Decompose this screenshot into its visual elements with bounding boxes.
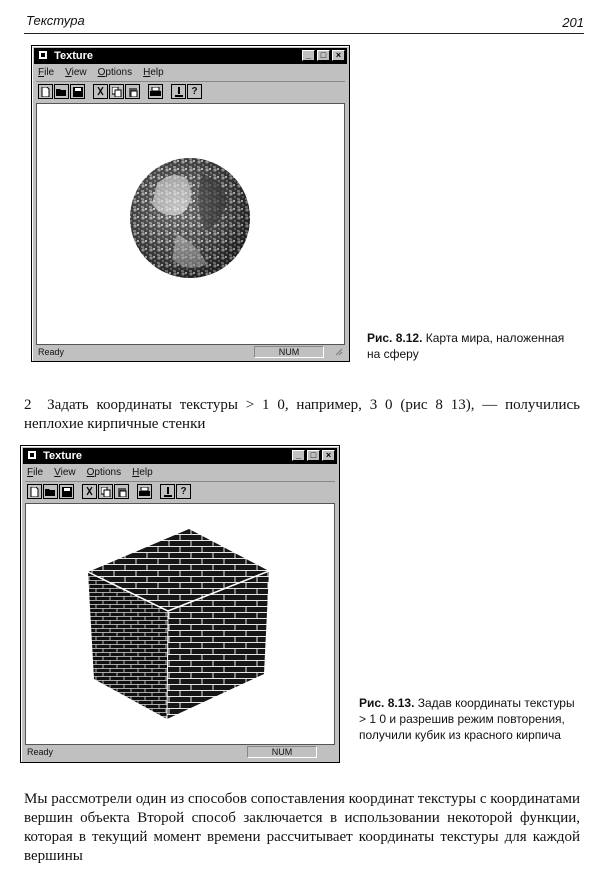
help-icon[interactable]: ? [176, 484, 191, 499]
save-icon[interactable] [59, 484, 74, 499]
about-icon[interactable] [160, 484, 175, 499]
status-bar [36, 345, 345, 359]
status-num: NUM [254, 346, 324, 358]
minimize-button[interactable]: _ [302, 50, 315, 61]
status-bar [25, 745, 335, 759]
toolbar [25, 481, 335, 501]
menu-options[interactable]: Options [86, 467, 122, 478]
paste-icon[interactable] [114, 484, 129, 499]
brick-cube [26, 504, 336, 744]
new-icon[interactable] [27, 484, 42, 499]
resize-grip-icon[interactable] [334, 347, 343, 356]
status-num: NUM [247, 746, 317, 758]
title-bar[interactable] [34, 48, 347, 64]
print-icon[interactable] [148, 84, 163, 99]
app-icon [27, 450, 37, 460]
maximize-button[interactable]: □ [307, 450, 320, 461]
menu-bar [25, 466, 153, 480]
status-ready: Ready [38, 347, 65, 357]
minimize-button[interactable]: _ [292, 450, 305, 461]
texture-window-2 [20, 445, 340, 763]
numbered-step [24, 396, 580, 434]
about-icon[interactable] [171, 84, 186, 99]
maximize-button[interactable]: □ [317, 50, 330, 61]
close-button[interactable]: × [322, 450, 335, 461]
app-icon [38, 50, 48, 60]
menu-view[interactable]: View [65, 67, 87, 78]
menu-help[interactable]: Help [132, 467, 153, 478]
new-icon[interactable] [38, 84, 53, 99]
caption-text: Карта мира, наложенная на сферу [367, 331, 565, 361]
cut-icon[interactable] [82, 484, 97, 499]
save-icon[interactable] [70, 84, 85, 99]
open-icon[interactable] [43, 484, 58, 499]
menu-help[interactable]: Help [143, 67, 164, 78]
menu-file[interactable]: File [27, 467, 44, 478]
status-ready: Ready [27, 747, 54, 757]
copy-icon[interactable] [98, 484, 113, 499]
close-button[interactable]: × [332, 50, 345, 61]
render-area[interactable] [36, 103, 345, 345]
step-number: 2 [24, 397, 32, 413]
caption-label: Рис. 8.12. [367, 331, 423, 345]
figure-caption-8-13 [359, 695, 581, 743]
textured-sphere [37, 104, 346, 344]
caption-label: Рис. 8.13. [359, 696, 415, 710]
print-icon[interactable] [137, 484, 152, 499]
toolbar [36, 81, 345, 101]
page-number: 201 [562, 15, 584, 30]
body-paragraph: Мы рассмотрели один из способов сопоставления координат текстуры с координатами вершин объекта Второй способ заключается в использовании некоторой функции, которая в текущий момент времени рассчитывает координаты текстуры для каждой вершины [24, 791, 580, 864]
render-area[interactable] [25, 503, 335, 745]
caption-text: Задав координаты текстуры > 1 0 и разрешив режим повторения, получили кубик из красного кирпича [359, 696, 575, 742]
open-icon[interactable] [54, 84, 69, 99]
step-text: Задать координаты текстуры > 1 0, например, 3 0 (рис 8 13), — получились неплохие кирпичные стенки [24, 397, 580, 432]
copy-icon[interactable] [109, 84, 124, 99]
window-title: Texture [43, 450, 82, 462]
title-bar[interactable] [23, 448, 337, 464]
menu-file[interactable]: File [38, 67, 55, 78]
paste-icon[interactable] [125, 84, 140, 99]
running-head [24, 12, 584, 34]
help-icon[interactable]: ? [187, 84, 202, 99]
figure-caption-8-12 [367, 330, 567, 362]
texture-window-1 [31, 45, 350, 362]
menu-options[interactable]: Options [97, 67, 133, 78]
menu-view[interactable]: View [54, 467, 76, 478]
cut-icon[interactable] [93, 84, 108, 99]
menu-bar [36, 66, 164, 80]
window-title: Texture [54, 50, 93, 62]
running-head-section: Текстура [26, 13, 85, 28]
